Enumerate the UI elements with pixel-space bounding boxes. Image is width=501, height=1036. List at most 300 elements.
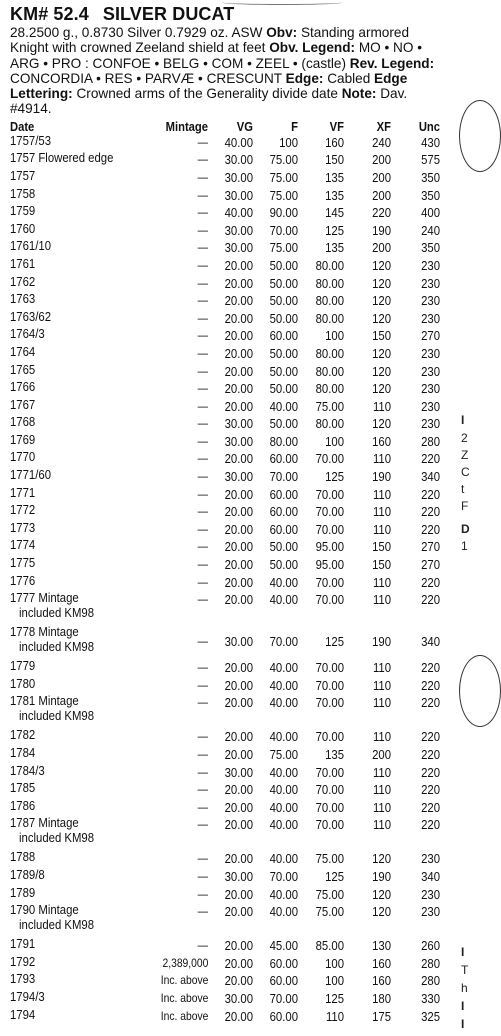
cell-unc bbox=[391, 521, 440, 539]
cell-xf bbox=[344, 468, 391, 486]
cell-unc bbox=[391, 868, 440, 886]
date-note-text: included KM98 bbox=[19, 916, 95, 932]
f-value: 40.00 bbox=[269, 677, 298, 693]
cell-vg bbox=[208, 415, 253, 433]
vg-value: 20.00 bbox=[224, 381, 253, 397]
cell-vf bbox=[298, 380, 344, 398]
xf-value: 110 bbox=[372, 695, 391, 711]
cell-mintage bbox=[142, 327, 208, 345]
vf-value: 125 bbox=[325, 990, 344, 1006]
table-row bbox=[10, 363, 440, 381]
cell-vg bbox=[208, 257, 253, 275]
cell-vg bbox=[208, 151, 253, 169]
cell-unc bbox=[391, 134, 440, 152]
cell-xf bbox=[344, 574, 391, 592]
mintage-value: — bbox=[197, 310, 208, 325]
f-value: 60.00 bbox=[269, 973, 298, 989]
cell-vg bbox=[208, 816, 253, 850]
date-text: 1785 bbox=[10, 780, 36, 796]
vg-value: 30.00 bbox=[224, 222, 253, 238]
cell-vf bbox=[298, 659, 344, 677]
cell-mintage bbox=[142, 955, 208, 973]
edge-fragment: D bbox=[461, 522, 470, 536]
cell-vf bbox=[298, 275, 344, 293]
xf-value: 200 bbox=[372, 747, 391, 762]
f-value: 75.00 bbox=[269, 187, 298, 203]
xf-value: 110 bbox=[372, 504, 391, 520]
column-header-unc: Unc bbox=[418, 118, 440, 134]
table-row bbox=[10, 345, 440, 363]
mintage-value: — bbox=[197, 363, 208, 378]
cell-f bbox=[253, 659, 298, 677]
vg-value: 30.00 bbox=[224, 187, 253, 203]
cell-mintage bbox=[142, 521, 208, 539]
table-row bbox=[10, 450, 440, 468]
cell-xf bbox=[344, 538, 391, 556]
cell-f bbox=[253, 538, 298, 556]
cell-vf bbox=[298, 886, 344, 904]
cell-unc bbox=[391, 450, 440, 468]
mintage-value: — bbox=[197, 433, 208, 448]
f-value: 60.00 bbox=[269, 451, 298, 467]
cell-date bbox=[10, 955, 142, 973]
mintage-value: — bbox=[197, 817, 208, 832]
cell-xf bbox=[344, 625, 391, 659]
adjacent-column-fragment bbox=[457, 0, 470, 1036]
xf-value: 200 bbox=[372, 152, 391, 168]
mintage-value: — bbox=[197, 574, 208, 589]
cell-f bbox=[253, 257, 298, 275]
unc-value: 280 bbox=[421, 433, 440, 449]
xf-value: 120 bbox=[372, 363, 391, 379]
cell-date bbox=[10, 345, 142, 363]
xf-value: 110 bbox=[372, 817, 391, 833]
table-row bbox=[10, 1008, 440, 1026]
f-value: 40.00 bbox=[269, 398, 298, 414]
cell-f bbox=[253, 486, 298, 504]
vg-value: 30.00 bbox=[224, 152, 253, 168]
date-text: 1794/3 bbox=[10, 988, 45, 1004]
xf-value: 110 bbox=[372, 574, 391, 590]
f-value: 45.00 bbox=[269, 938, 298, 954]
date-text: 1770 bbox=[10, 449, 36, 465]
cell-xf bbox=[344, 222, 391, 240]
mintage-value: — bbox=[197, 451, 208, 466]
table-row bbox=[10, 327, 440, 345]
date-text: 1777 Mintage bbox=[10, 590, 79, 606]
cell-vf bbox=[298, 746, 344, 764]
date-note-text: included KM98 bbox=[19, 638, 95, 654]
vg-value: 20.00 bbox=[224, 557, 253, 573]
xf-value: 110 bbox=[372, 398, 391, 414]
table-row bbox=[10, 937, 440, 955]
unc-value: 350 bbox=[421, 187, 440, 203]
cell-mintage bbox=[142, 450, 208, 468]
vf-value: 80.00 bbox=[315, 345, 344, 361]
edge-fragment: 1 bbox=[461, 539, 468, 553]
vg-value: 30.00 bbox=[224, 764, 253, 780]
vg-value: 20.00 bbox=[224, 504, 253, 520]
cell-xf bbox=[344, 781, 391, 799]
mintage-value: — bbox=[197, 729, 208, 744]
unc-value: 230 bbox=[421, 381, 440, 397]
cell-mintage bbox=[142, 275, 208, 293]
cell-vf bbox=[298, 625, 344, 659]
obv-label: Obv: bbox=[266, 25, 298, 40]
cell-date bbox=[10, 574, 142, 592]
f-value: 60.00 bbox=[269, 955, 298, 971]
cell-date bbox=[10, 169, 142, 187]
table-row bbox=[10, 556, 440, 574]
date-text: 1767 bbox=[10, 396, 36, 412]
date-note-text: included KM98 bbox=[19, 604, 95, 620]
cell-f bbox=[253, 187, 298, 205]
cell-xf bbox=[344, 972, 391, 990]
vg-value: 20.00 bbox=[224, 695, 253, 711]
cell-f bbox=[253, 239, 298, 257]
date-text: 1782 bbox=[10, 727, 36, 743]
cell-date bbox=[10, 868, 142, 886]
vf-value: 80.00 bbox=[315, 257, 344, 273]
xf-value: 120 bbox=[372, 904, 391, 920]
cell-vg bbox=[208, 764, 253, 782]
vg-value: 20.00 bbox=[224, 782, 253, 798]
cell-vg bbox=[208, 728, 253, 746]
unc-value: 220 bbox=[421, 660, 440, 676]
vf-value: 70.00 bbox=[315, 782, 344, 798]
cell-mintage bbox=[142, 659, 208, 677]
cell-f bbox=[253, 677, 298, 695]
cell-f bbox=[253, 415, 298, 433]
obv-legend-label: Obv. Legend: bbox=[269, 40, 356, 56]
cell-unc bbox=[391, 781, 440, 799]
xf-value: 190 bbox=[372, 469, 391, 485]
cell-vg bbox=[208, 868, 253, 886]
vg-value: 20.00 bbox=[224, 275, 253, 291]
cell-mintage bbox=[142, 903, 208, 937]
cell-mintage bbox=[142, 990, 208, 1008]
cell-f bbox=[253, 345, 298, 363]
cell-vg bbox=[208, 886, 253, 904]
mintage-value: — bbox=[197, 677, 208, 692]
cell-vf bbox=[298, 990, 344, 1008]
f-value: 50.00 bbox=[269, 293, 298, 309]
table-row bbox=[10, 746, 440, 764]
cell-unc bbox=[391, 764, 440, 782]
cell-f bbox=[253, 292, 298, 310]
xf-value: 200 bbox=[372, 169, 391, 185]
vf-value: 75.00 bbox=[315, 886, 344, 902]
unc-value: 280 bbox=[421, 955, 440, 971]
cell-vg bbox=[208, 327, 253, 345]
cell-vf bbox=[298, 521, 344, 539]
cell-date bbox=[10, 275, 142, 293]
unc-value: 220 bbox=[421, 764, 440, 780]
cell-date bbox=[10, 972, 142, 990]
cell-date bbox=[10, 764, 142, 782]
mintage-value: — bbox=[197, 381, 208, 396]
vf-value: 80.00 bbox=[315, 275, 344, 291]
vg-value: 20.00 bbox=[224, 398, 253, 414]
cell-vf bbox=[298, 345, 344, 363]
cell-xf bbox=[344, 990, 391, 1008]
xf-value: 120 bbox=[372, 345, 391, 361]
cell-xf bbox=[344, 415, 391, 433]
unc-value: 240 bbox=[421, 222, 440, 238]
edge-fragment: 2 bbox=[461, 431, 468, 445]
edge-fragment: T bbox=[461, 963, 469, 977]
date-text: 1784 bbox=[10, 745, 36, 760]
cell-date bbox=[10, 990, 142, 1008]
cell-mintage bbox=[142, 169, 208, 187]
cell-date bbox=[10, 187, 142, 205]
cell-date bbox=[10, 677, 142, 695]
unc-value: 220 bbox=[421, 799, 440, 815]
unc-value: 230 bbox=[421, 293, 440, 309]
cell-mintage bbox=[142, 292, 208, 310]
note-label: Note: bbox=[341, 86, 377, 102]
mintage-value: Inc. above bbox=[160, 973, 208, 988]
cell-unc bbox=[391, 292, 440, 310]
f-value: 40.00 bbox=[269, 764, 298, 780]
unc-value: 330 bbox=[421, 990, 440, 1006]
table-row bbox=[10, 415, 440, 433]
f-value: 70.00 bbox=[269, 990, 298, 1006]
cell-f bbox=[253, 134, 298, 152]
cell-unc bbox=[391, 204, 440, 222]
cell-vg bbox=[208, 468, 253, 486]
vf-value: 85.00 bbox=[315, 938, 344, 954]
unc-value: 220 bbox=[421, 521, 440, 537]
mintage-value: — bbox=[197, 539, 208, 554]
cell-mintage bbox=[142, 380, 208, 398]
coin-name: SILVER DUCAT bbox=[102, 4, 235, 24]
date-text: 1761/10 bbox=[10, 238, 51, 254]
cell-f bbox=[253, 850, 298, 868]
mintage-value: — bbox=[197, 868, 208, 883]
table-row bbox=[10, 310, 440, 328]
unc-value: 230 bbox=[421, 904, 440, 920]
vf-value: 70.00 bbox=[315, 451, 344, 467]
table-row bbox=[10, 903, 440, 937]
vf-value: 125 bbox=[325, 469, 344, 485]
mintage-value: — bbox=[197, 782, 208, 797]
unc-value: 230 bbox=[421, 363, 440, 379]
cell-date bbox=[10, 503, 142, 521]
edge-fragment: h bbox=[461, 981, 468, 995]
cell-mintage bbox=[142, 345, 208, 363]
cell-unc bbox=[391, 625, 440, 659]
unc-value: 340 bbox=[421, 469, 440, 485]
xf-value: 190 bbox=[372, 634, 391, 650]
vf-value: 135 bbox=[325, 169, 344, 185]
cell-vg bbox=[208, 955, 253, 973]
cell-xf bbox=[344, 903, 391, 937]
cell-xf bbox=[344, 275, 391, 293]
cell-vg bbox=[208, 134, 253, 152]
cell-date bbox=[10, 134, 142, 152]
mintage-value: — bbox=[197, 557, 208, 572]
date-text: 1759 bbox=[10, 203, 36, 219]
xf-value: 130 bbox=[372, 938, 391, 954]
unc-value: 220 bbox=[421, 592, 440, 608]
cell-date bbox=[10, 433, 142, 451]
cell-vf bbox=[298, 868, 344, 886]
cell-f bbox=[253, 816, 298, 850]
cell-unc bbox=[391, 816, 440, 850]
cell-date bbox=[10, 222, 142, 240]
table-row bbox=[10, 503, 440, 521]
date-text: 1772 bbox=[10, 502, 36, 518]
cell-vg bbox=[208, 503, 253, 521]
cell-date bbox=[10, 816, 142, 850]
table-row bbox=[10, 955, 440, 973]
f-value: 40.00 bbox=[269, 782, 298, 798]
edge-label: Edge: bbox=[285, 70, 324, 86]
cell-vf bbox=[298, 503, 344, 521]
vf-value: 160 bbox=[325, 134, 344, 150]
vg-value: 20.00 bbox=[224, 660, 253, 676]
cell-mintage bbox=[142, 937, 208, 955]
xf-value: 110 bbox=[372, 677, 391, 693]
table-row bbox=[10, 275, 440, 293]
vg-value: 20.00 bbox=[224, 677, 253, 693]
cell-date bbox=[10, 327, 142, 345]
cell-xf bbox=[344, 1008, 391, 1026]
vf-value: 95.00 bbox=[315, 539, 344, 555]
mintage-value: — bbox=[197, 169, 208, 184]
mintage-value: — bbox=[197, 416, 208, 431]
unc-value: 350 bbox=[421, 169, 440, 185]
cell-xf bbox=[344, 503, 391, 521]
table-row bbox=[10, 187, 440, 205]
cell-vg bbox=[208, 521, 253, 539]
mintage-value: — bbox=[197, 592, 208, 607]
vg-value: 20.00 bbox=[224, 851, 253, 867]
cell-xf bbox=[344, 799, 391, 817]
cell-date bbox=[10, 781, 142, 799]
catalog-entry bbox=[10, 0, 442, 1025]
cell-unc bbox=[391, 955, 440, 973]
vf-value: 70.00 bbox=[315, 677, 344, 693]
cell-f bbox=[253, 363, 298, 381]
vg-value: 20.00 bbox=[224, 938, 253, 954]
cell-vg bbox=[208, 187, 253, 205]
cell-vf bbox=[298, 415, 344, 433]
table-row bbox=[10, 694, 440, 728]
cell-xf bbox=[344, 746, 391, 764]
cell-unc bbox=[391, 972, 440, 990]
cell-f bbox=[253, 468, 298, 486]
vf-value: 70.00 bbox=[315, 660, 344, 676]
cell-f bbox=[253, 327, 298, 345]
cell-mintage bbox=[142, 556, 208, 574]
cell-xf bbox=[344, 659, 391, 677]
table-row bbox=[10, 398, 440, 416]
cell-date bbox=[10, 903, 142, 937]
date-text: 1784/3 bbox=[10, 762, 45, 778]
cell-date bbox=[10, 239, 142, 257]
cell-date bbox=[10, 521, 142, 539]
f-value: 40.00 bbox=[269, 886, 298, 902]
cell-vf bbox=[298, 134, 344, 152]
cell-xf bbox=[344, 764, 391, 782]
cell-xf bbox=[344, 257, 391, 275]
f-value: 50.00 bbox=[269, 539, 298, 555]
cell-unc bbox=[391, 538, 440, 556]
table-row bbox=[10, 764, 440, 782]
date-text: 1769 bbox=[10, 431, 36, 447]
table-row bbox=[10, 728, 440, 746]
cell-vf bbox=[298, 187, 344, 205]
cell-date bbox=[10, 204, 142, 222]
cell-vg bbox=[208, 556, 253, 574]
cell-xf bbox=[344, 556, 391, 574]
date-text: 1761 bbox=[10, 255, 36, 271]
cell-xf bbox=[344, 398, 391, 416]
xf-value: 160 bbox=[372, 955, 391, 971]
mintage-value: — bbox=[197, 904, 208, 919]
cell-unc bbox=[391, 363, 440, 381]
xf-value: 110 bbox=[372, 799, 391, 815]
date-text: 1757 Flowered edge bbox=[10, 150, 114, 166]
cell-date bbox=[10, 486, 142, 504]
unc-value: 340 bbox=[421, 868, 440, 884]
cell-unc bbox=[391, 310, 440, 328]
table-row bbox=[10, 799, 440, 817]
date-text: 1789 bbox=[10, 884, 36, 900]
cell-vf bbox=[298, 574, 344, 592]
cell-unc bbox=[391, 169, 440, 187]
vf-value: 100 bbox=[325, 328, 344, 344]
vf-value: 70.00 bbox=[315, 799, 344, 815]
unc-value: 325 bbox=[421, 1008, 440, 1024]
date-text: 1775 bbox=[10, 555, 36, 571]
cell-vf bbox=[298, 937, 344, 955]
cell-xf bbox=[344, 450, 391, 468]
mintage-value: — bbox=[197, 275, 208, 290]
cell-unc bbox=[391, 151, 440, 169]
xf-value: 110 bbox=[372, 660, 391, 676]
cell-f bbox=[253, 903, 298, 937]
cell-mintage bbox=[142, 868, 208, 886]
cell-date bbox=[10, 799, 142, 817]
cell-xf bbox=[344, 292, 391, 310]
f-value: 60.00 bbox=[269, 504, 298, 520]
cell-date bbox=[10, 850, 142, 868]
unc-value: 220 bbox=[421, 574, 440, 590]
mintage-value: — bbox=[197, 152, 208, 167]
xf-value: 150 bbox=[372, 539, 391, 555]
cell-xf bbox=[344, 850, 391, 868]
f-value: 40.00 bbox=[269, 851, 298, 867]
table-row bbox=[10, 659, 440, 677]
cell-vg bbox=[208, 1008, 253, 1026]
mintage-value: — bbox=[197, 187, 208, 202]
cell-date bbox=[10, 746, 142, 764]
cell-mintage bbox=[142, 781, 208, 799]
mintage-value: — bbox=[197, 504, 208, 519]
xf-value: 120 bbox=[372, 293, 391, 309]
f-value: 50.00 bbox=[269, 310, 298, 326]
cell-date bbox=[10, 937, 142, 955]
date-text: 1790 Mintage bbox=[10, 902, 79, 918]
cell-xf bbox=[344, 433, 391, 451]
cell-unc bbox=[391, 327, 440, 345]
xf-value: 110 bbox=[372, 451, 391, 467]
cell-vg bbox=[208, 799, 253, 817]
vf-value: 70.00 bbox=[315, 764, 344, 780]
